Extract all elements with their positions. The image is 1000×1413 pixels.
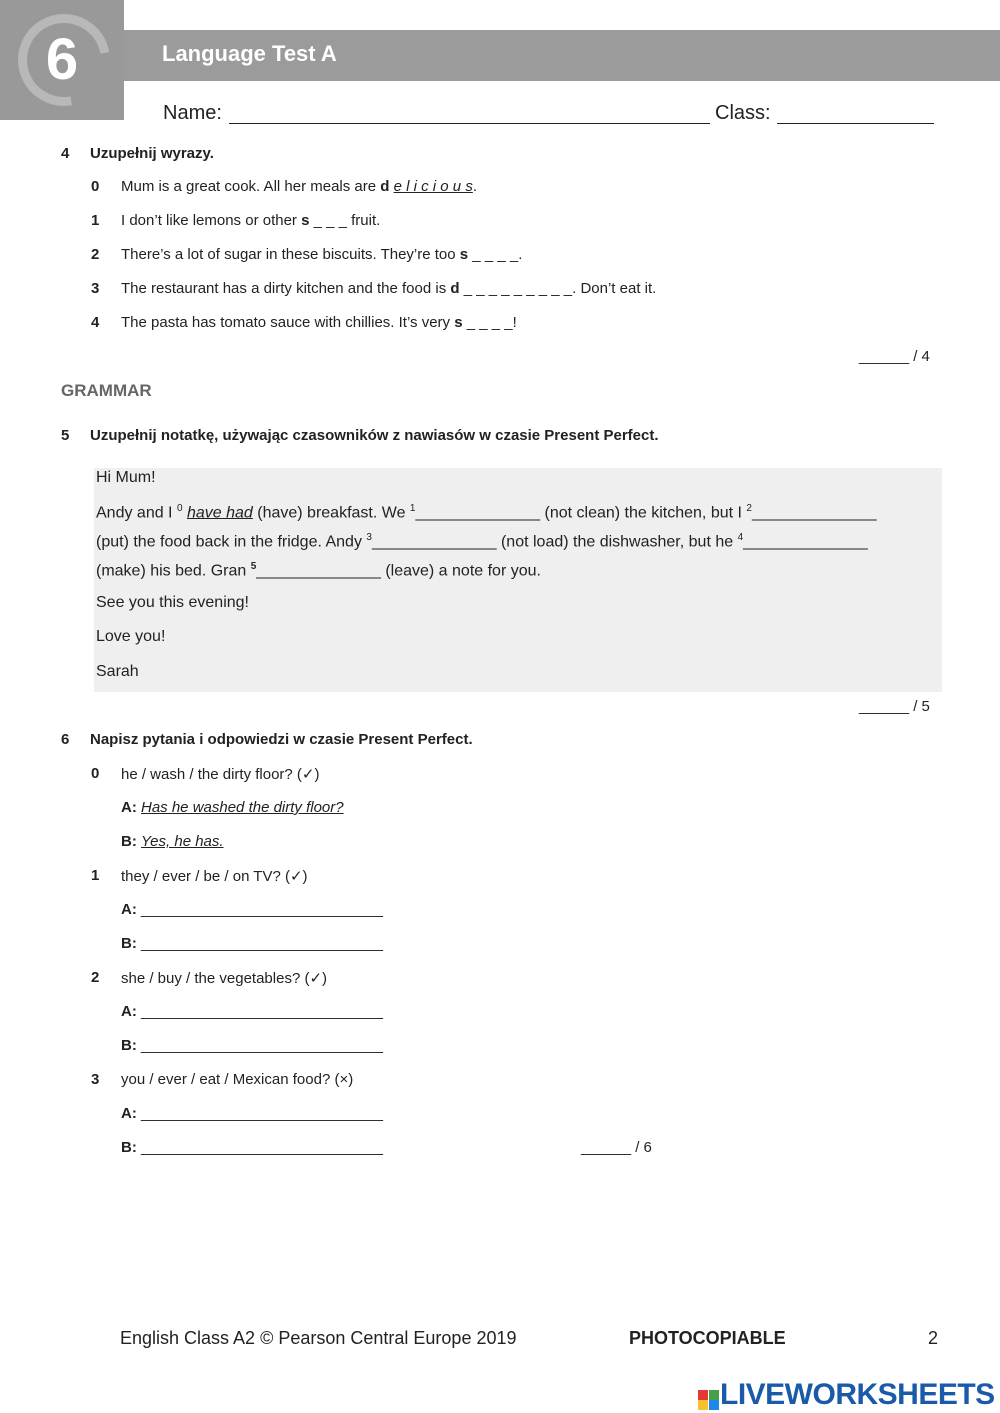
q6-item-number: 1	[91, 867, 100, 884]
q6-item-number: 2	[91, 969, 100, 986]
q6-score: ______ / 6	[581, 1139, 652, 1156]
q4-item-blank[interactable]: _ _ _ _	[468, 246, 519, 263]
gap-number: 2	[746, 503, 752, 514]
q4-item-end: . Don’t eat it.	[572, 280, 657, 297]
class-field[interactable]	[777, 123, 934, 124]
a-label: A:	[121, 901, 137, 918]
note-line	[96, 561, 541, 580]
q5-score: ______ / 5	[859, 698, 930, 715]
note-gap[interactable]: ______________ (leave) a note for you.	[256, 562, 541, 580]
q4-item	[121, 212, 380, 229]
q6-answer-b	[121, 1139, 383, 1156]
logo-text: LIVEWORKSHEETS	[720, 1378, 995, 1411]
note-text: Andy and I	[96, 504, 177, 522]
page-number: 2	[928, 1328, 939, 1348]
q6-item-number: 0	[91, 765, 100, 782]
q4-item-letter: d	[450, 280, 460, 297]
q4-item-number: 4	[91, 314, 100, 331]
b-label: B:	[121, 833, 137, 850]
note-text: (make) his bed. Gran	[96, 562, 251, 580]
name-label: Name:	[163, 102, 222, 124]
note-signature: Sarah	[96, 663, 139, 680]
answer-line[interactable]: _____________________________	[141, 1003, 383, 1020]
q4-number: 4	[61, 145, 70, 162]
q6-item-number: 3	[91, 1071, 100, 1088]
q4-item-text: The pasta has tomato sauce with chillies. It’s very	[121, 314, 455, 331]
note-line	[96, 532, 868, 551]
name-row	[163, 102, 222, 125]
q4-item-text: There’s a lot of sugar in these biscuits. They’re too	[121, 246, 460, 263]
q4-item-letter: d	[380, 178, 390, 195]
q6-answer-a	[121, 799, 344, 816]
note-love: Love you!	[96, 628, 166, 645]
note-gap[interactable]: ______________	[743, 533, 868, 551]
q6-answer-a	[121, 1003, 383, 1020]
q4-item-blank[interactable]: _ _ _ _ _ _ _ _ _	[459, 280, 573, 297]
gap-number: 3	[366, 532, 372, 543]
logo-squares-icon	[698, 1390, 720, 1410]
q6-answer-a	[121, 901, 383, 918]
a-label: A:	[121, 1003, 137, 1020]
liveworksheets-logo	[698, 1378, 995, 1412]
q4-item-text: I don’t like lemons or other	[121, 212, 302, 229]
note-text: (have) breakfast. We	[252, 504, 410, 522]
q6-title: Napisz pytania i odpowiedzi w czasie Present Perfect.	[90, 731, 473, 748]
q6-answer-b	[121, 1037, 383, 1054]
gap-number: 1	[409, 503, 416, 514]
q4-item	[121, 178, 477, 195]
q6-example-answer: Yes, he has.	[141, 833, 224, 850]
q4-item-end: .	[518, 246, 523, 263]
q4-item-end: .	[472, 178, 477, 195]
section-heading-grammar: GRAMMAR	[61, 381, 152, 400]
q6-number: 6	[61, 731, 70, 748]
class-row	[715, 102, 771, 125]
q4-item-letter: s	[454, 314, 463, 331]
q6-answer-b	[121, 935, 383, 952]
b-label: B:	[121, 935, 137, 952]
note-line	[96, 503, 877, 522]
q4-item-letter: s	[301, 212, 310, 229]
note-gap[interactable]: ______________ (not clean) the kitchen, but I	[415, 504, 747, 522]
unit-number: 6	[45, 27, 79, 92]
class-label: Class:	[715, 102, 771, 124]
q4-item-number: 3	[91, 280, 100, 297]
footer-copyright: English Class A2 © Pearson Central Europe 2019	[120, 1328, 517, 1348]
q6-answer-b	[121, 833, 224, 850]
q6-answer-a	[121, 1105, 383, 1122]
q4-item	[121, 246, 522, 263]
q4-score: ______ / 4	[859, 348, 930, 365]
q4-title: Uzupełnij wyrazy.	[90, 145, 214, 162]
q6-example-question: Has he washed the dirty floor?	[141, 799, 344, 816]
note-example-answer: have had	[186, 504, 253, 522]
q4-item-number: 1	[91, 212, 100, 229]
q4-example-answer: e l i c i o u s	[393, 178, 473, 195]
q4-item-blank[interactable]: _ _ _	[309, 212, 347, 229]
q4-item	[121, 314, 517, 331]
answer-line[interactable]: _____________________________	[141, 1139, 383, 1156]
q6-prompt: he / wash / the dirty floor? (✓)	[121, 766, 320, 783]
q4-item-end: fruit.	[346, 212, 381, 229]
q4-item-number: 0	[91, 178, 100, 195]
q4-item-end: !	[512, 314, 517, 331]
answer-line[interactable]: _____________________________	[141, 901, 383, 918]
name-field[interactable]	[229, 123, 710, 124]
note-see-you: See you this evening!	[96, 594, 249, 611]
note-text: (put) the food back in the fridge. Andy	[96, 533, 367, 551]
q4-item-text: Mum is a great cook. All her meals are	[121, 178, 381, 195]
gap-number: 0	[176, 503, 183, 514]
page-title: Language Test A	[162, 41, 337, 66]
note-gap[interactable]: ______________	[751, 504, 877, 522]
q4-item-letter: s	[459, 246, 469, 263]
answer-line[interactable]: _____________________________	[141, 935, 383, 952]
q4-item	[121, 280, 656, 297]
a-label: A:	[121, 799, 137, 816]
q5-title: Uzupełnij notatkę, używając czasowników z nawiasów w czasie Present Perfect.	[90, 427, 659, 444]
q6-prompt: you / ever / eat / Mexican food? (×)	[121, 1071, 354, 1088]
gap-number: 5	[250, 561, 257, 572]
q5-number: 5	[61, 427, 70, 444]
q4-item-blank[interactable]: _ _ _ _	[462, 314, 513, 331]
q4-item-number: 2	[91, 246, 100, 263]
note-gap[interactable]: ______________ (not load) the dishwasher, but he	[371, 533, 738, 551]
a-label: A:	[121, 1105, 137, 1122]
q6-prompt: she / buy / the vegetables? (✓)	[121, 970, 328, 987]
q4-item-text: The restaurant has a dirty kitchen and the food is	[121, 280, 451, 297]
answer-line[interactable]: _____________________________	[141, 1105, 383, 1122]
footer-photocopiable: PHOTOCOPIABLE	[629, 1328, 786, 1348]
answer-line[interactable]: _____________________________	[141, 1037, 383, 1054]
b-label: B:	[121, 1139, 137, 1156]
gap-number: 4	[737, 532, 744, 543]
unit-badge	[0, 0, 124, 120]
b-label: B:	[121, 1037, 137, 1054]
note-greeting: Hi Mum!	[96, 469, 156, 486]
q6-prompt: they / ever / be / on TV? (✓)	[121, 868, 308, 885]
